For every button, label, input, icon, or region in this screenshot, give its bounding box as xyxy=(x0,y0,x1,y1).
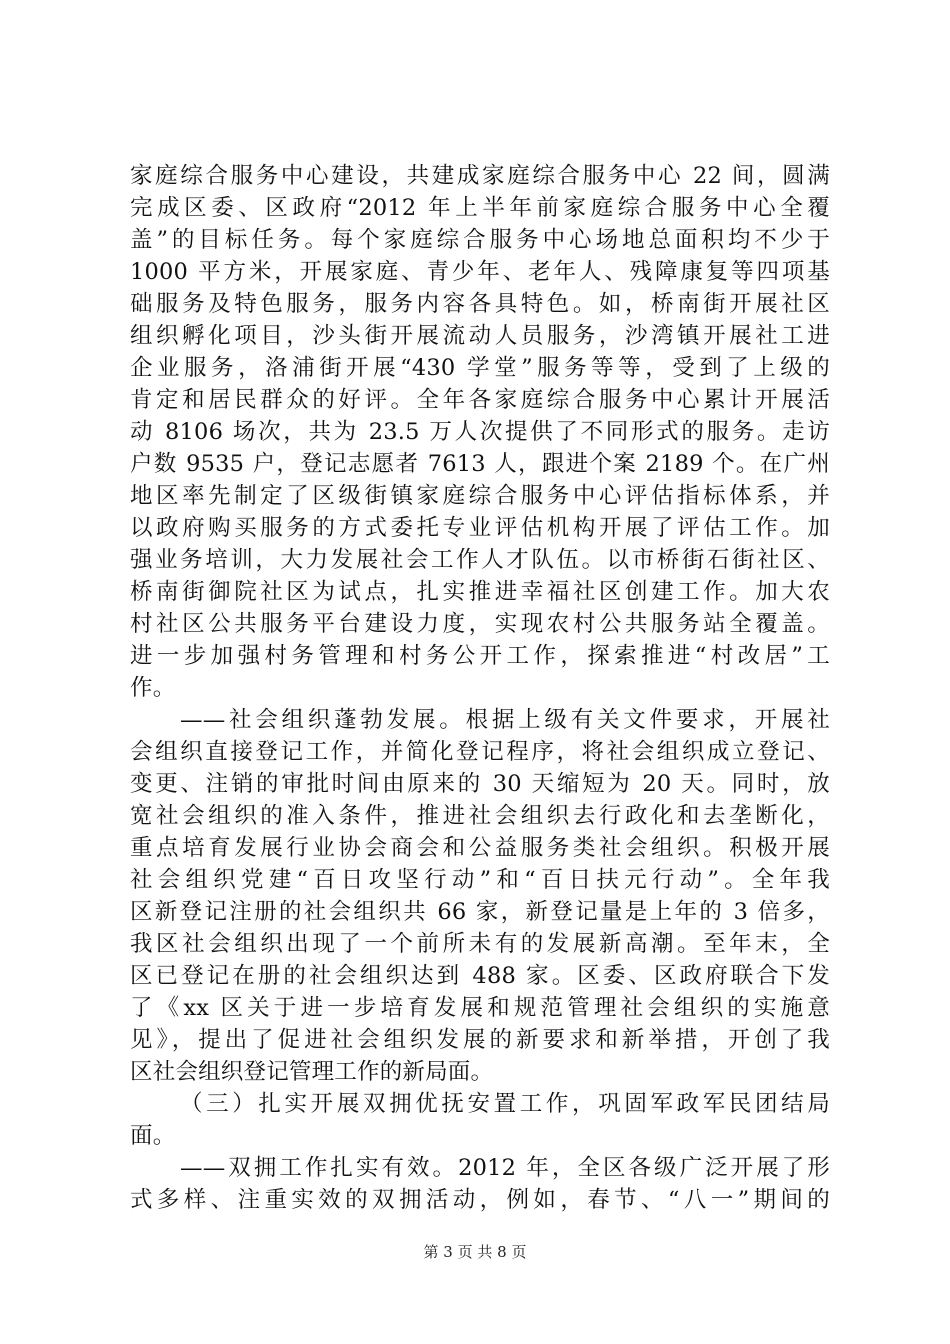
text-line: ——双拥工作扎实有效。2012 年，全区各级广泛开展了形 xyxy=(180,1155,830,1181)
text-line: 强业务培训，大力发展社会工作人才队伍。以市桥街石街社区、 xyxy=(130,547,830,573)
text-line: 我区社会组织出现了一个前所未有的发展新高潮。至年末，全 xyxy=(130,931,830,957)
text-line: 见》，提出了促进社会组织发展的新要求和新举措，开创了我 xyxy=(130,1027,830,1053)
text-line: 区社会组织登记管理工作的新局面。 xyxy=(130,1059,494,1085)
text-line: 社会组织党建“百日攻坚行动”和“百日扶元行动”。全年我 xyxy=(130,867,830,893)
text-line: 地区率先制定了区级街镇家庭综合服务中心评估指标体系，并 xyxy=(130,483,830,509)
text-line: 了《xx 区关于进一步培育发展和规范管理社会组织的实施意 xyxy=(130,995,830,1021)
text-line: 会组织直接登记工作，并简化登记程序，将社会组织成立登记、 xyxy=(130,739,830,765)
body-text xyxy=(130,160,830,1216)
text-line: 桥南街御院社区为试点，扎实推进幸福社区创建工作。加大农 xyxy=(130,579,830,605)
text-line: 企业服务，洛浦街开展“430 学堂”服务等等，受到了上级的 xyxy=(130,355,830,381)
text-line: 以政府购买服务的方式委托专业评估机构开展了评估工作。加 xyxy=(130,515,830,541)
text-line: 完成区委、区政府“2012 年上半年前家庭综合服务中心全覆 xyxy=(130,195,830,221)
text-line: 重点培育发展行业协会商会和公益服务类社会组织。积极开展 xyxy=(130,835,830,861)
text-line: 进一步加强村务管理和村务公开工作，探索推进“村改居”工 xyxy=(130,643,830,669)
text-line: 1000 平方米，开展家庭、青少年、老年人、残障康复等四项基 xyxy=(130,259,830,285)
text-line: 宽社会组织的准入条件，推进社会组织去行政化和去垄断化， xyxy=(130,803,830,829)
text-line: 户数 9535 户，登记志愿者 7613 人，跟进个案 2189 个。在广州 xyxy=(130,451,830,477)
section-heading: （三）扎实开展双拥优抚安置工作，巩固军政军民团结局 xyxy=(180,1091,830,1117)
text-line: ——社会组织蓬勃发展。根据上级有关文件要求，开展社 xyxy=(180,707,830,733)
text-line: 动 8106 场次，共为 23.5 万人次提供了不同形式的服务。走访 xyxy=(130,419,830,445)
text-line: 肯定和居民群众的好评。全年各家庭综合服务中心累计开展活 xyxy=(130,387,830,413)
text-line: 家庭综合服务中心建设，共建成家庭综合服务中心 22 间，圆满 xyxy=(130,163,830,189)
text-line: 面。 xyxy=(130,1123,176,1149)
text-line: 村社区公共服务平台建设力度，实现农村公共服务站全覆盖。 xyxy=(130,611,830,637)
text-line: 础服务及特色服务，服务内容各具特色。如，桥南街开展社区 xyxy=(130,291,830,317)
text-line: 盖”的目标任务。每个家庭综合服务中心场地总面积均不少于 xyxy=(130,227,830,253)
text-line: 作。 xyxy=(130,675,176,701)
text-line: 变更、注销的审批时间由原来的 30 天缩短为 20 天。同时，放 xyxy=(130,771,830,797)
text-line: 区新登记注册的社会组织共 66 家，新登记量是上年的 3 倍多， xyxy=(130,899,830,925)
text-line: 式多样、注重实效的双拥活动，例如，春节、“八一”期间的 xyxy=(130,1187,830,1213)
text-line: 区已登记在册的社会组织达到 488 家。区委、区政府联合下发 xyxy=(130,963,830,989)
page-footer: 第 3 页 共 8 页 xyxy=(423,1243,527,1261)
text-line: 组织孵化项目，沙头街开展流动人员服务，沙湾镇开展社工进 xyxy=(130,323,830,349)
